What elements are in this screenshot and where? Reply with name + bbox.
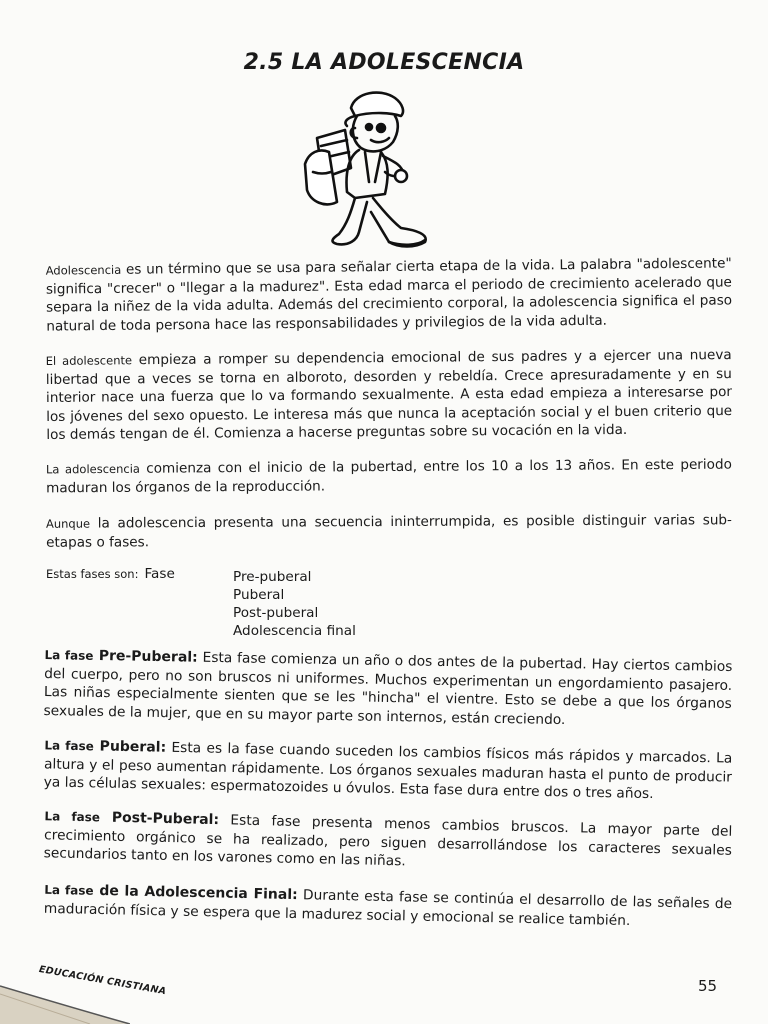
paragraph-subphases	[46, 511, 732, 552]
publication-name: EDUCACIÓN CRISTIANA	[38, 964, 168, 998]
list-item: Post-puberal	[233, 605, 319, 621]
list-item: Pre-puberal	[233, 569, 312, 585]
paragraph-text: la adolescencia presenta una secuencia ininterrumpida, es posible distinguir varias sub-etapas o fases.	[46, 512, 732, 551]
list-item: Adolescencia final	[233, 623, 356, 639]
phases-label	[46, 565, 175, 584]
paragraph-lead: El adolescente	[45, 353, 133, 368]
definition-text: Esta es la fase cuando suceden los cambios físicos más rápidos y marcados. La altura y el peso aumentan rápidamente. Los órganos sexuales maduran hasta el punto de producir ya las células sexuales: espermatozoides u óvulos. Esta fase dura entre dos o tres años.	[43, 739, 733, 803]
paragraph-puberty	[46, 456, 732, 498]
page-curl-shadow	[0, 976, 130, 1024]
definition-term: La fase de la Adolescencia Final:	[44, 882, 298, 904]
definition-text: Esta fase presenta menos cambios bruscos. La mayor parte del crecimiento orgánico se ha realizado, pero siguen desarrollándose los caracteres sexuales secundarios tanto en los varones como en las niñas.	[43, 812, 733, 870]
phase-list	[233, 568, 356, 640]
definition-text: Esta fase comienza un año o dos antes de la pubertad. Hay ciertos cambios del cuerpo, pero no son bruscos ni uniformes. Muchos experimentan un engordamiento pasajero. Las niñas especialmente sienten que se les "hincha" el vientre. Esto se debe a que los órganos sexuales de la mujer, que en su mayor parte son internos, están creciendo.	[43, 649, 733, 728]
paragraph-text: empieza a romper su dependencia emocional de sus padres y a ejercer una nueva libertad que a veces se torna en alboroto, desorden y rebeldía. Crece apresuradamente y en su interior nace una fuerza que lo va formando sexualmente. A esta edad empieza a interesarse por los jóvenes del sexo opuesto. Le interesa más que nunca la aceptación social y el buen criterio que los demás tengan de él. Comienza a hacerse preguntas sobre su vocación en la vida.	[45, 347, 733, 443]
page-title: 2.5 LA ADOLESCENCIA	[243, 50, 525, 75]
paragraph-lead: La adolescencia	[45, 461, 140, 477]
list-item: Puberal	[233, 587, 285, 603]
page-number: 55	[698, 977, 718, 995]
walking-boy-icon	[285, 82, 445, 254]
paragraph-intro	[46, 254, 733, 335]
definition-pre-puberal	[43, 646, 732, 732]
phases-label-text: Estas fases son:	[46, 567, 139, 581]
definition-term: La fase Pre-Puberal:	[44, 647, 198, 666]
paragraph-text: comienza con el inicio de la pubertad, entre los 10 a los 13 años. En este periodo maduran los órganos de la reproducción.	[46, 456, 732, 496]
paragraph-text: es un término que se usa para señalar cierta etapa de la vida. La palabra "adolescente" significa "crecer" o "llegar a la madurez". Esta edad marca el periodo de crecimiento acelerado que separa la niñez de la vida adulta. Además del crecimiento corporal, la adolescencia significa el paso natural de toda persona hace las responsabilidades y privilegios de la vida adulta.	[45, 255, 733, 335]
definition-term: La fase Post-Puberal:	[44, 809, 220, 829]
definition-text: Durante esta fase se continúa el desarrollo de las señales de maduración física y se espera que la madurez social y emocional se realice también.	[43, 887, 733, 929]
phases-fase-word: Fase	[144, 566, 175, 582]
definition-adolescencia-final	[44, 881, 733, 932]
paragraph-adolescent	[46, 346, 733, 444]
definition-puberal	[44, 736, 733, 805]
definition-term: La fase Puberal:	[44, 738, 167, 756]
definition-post-puberal	[43, 807, 732, 878]
paragraph-lead: Aunque	[45, 516, 91, 531]
paragraph-lead: Adolescencia	[45, 262, 122, 278]
